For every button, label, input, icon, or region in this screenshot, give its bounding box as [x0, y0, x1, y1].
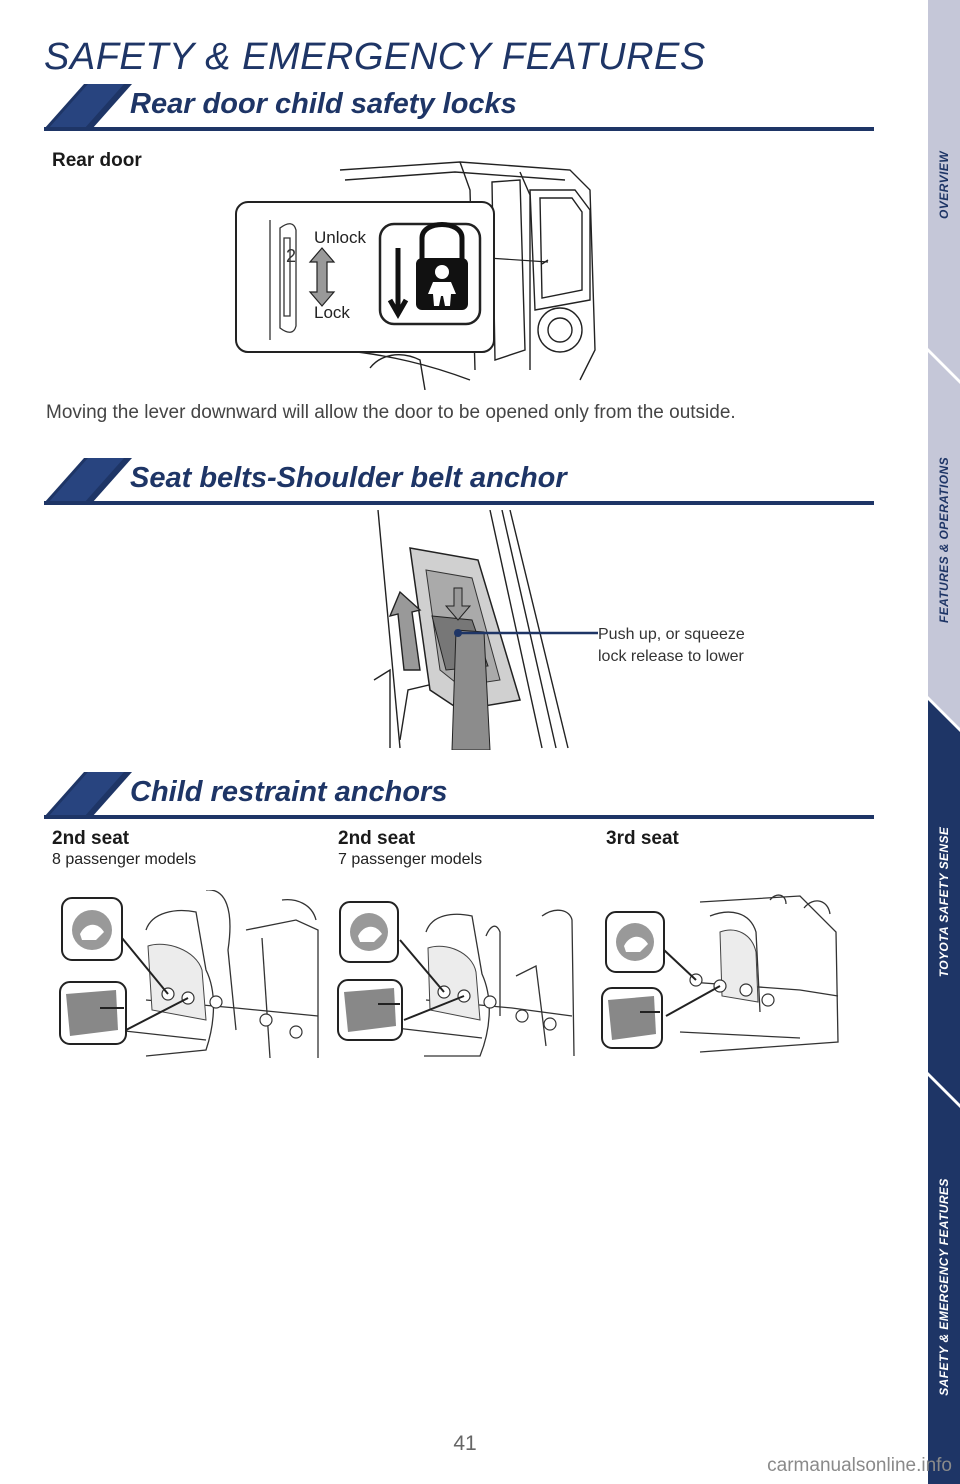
panel-1-subtitle: 8 passenger models: [52, 851, 197, 868]
section-banner-seat-belts: [44, 456, 874, 506]
side-tab-label: TOYOTA SAFETY SENSE: [937, 826, 951, 978]
svg-text:2: 2: [286, 246, 297, 266]
side-tab-features-operations[interactable]: [928, 360, 960, 720]
child-anchor-illustration-3rd-seat: [600, 892, 842, 1058]
side-tab-label: OVERVIEW: [937, 151, 951, 219]
side-tab-label: SAFETY & EMERGENCY FEATURES: [937, 1178, 951, 1396]
section-title: Rear door child safety locks: [130, 88, 517, 120]
side-tab-safety-emergency[interactable]: [928, 1090, 960, 1484]
panel-3-title: 3rd seat: [606, 828, 679, 849]
page-title: SAFETY & EMERGENCY FEATURES: [44, 36, 706, 78]
callout-leader-line: [452, 626, 602, 640]
rear-door-illustration: [230, 150, 650, 390]
side-tab-overview[interactable]: [928, 0, 960, 370]
panel-1-title: 2nd seat: [52, 828, 130, 849]
panel-2-title: 2nd seat: [338, 828, 416, 849]
callout-line-1: Push up, or squeeze: [598, 626, 745, 643]
page-number: 41: [453, 1432, 477, 1455]
watermark: carmanualsonline.info: [767, 1455, 952, 1476]
side-tab-toyota-safety-sense[interactable]: [928, 712, 960, 1092]
panel-2-subtitle: 7 passenger models: [338, 851, 483, 868]
section-banner-child-restraint: [44, 770, 874, 820]
rear-door-description: Moving the lever downward will allow the door to be opened only from the outside.: [46, 402, 736, 423]
unlock-label: Unlock: [314, 228, 366, 247]
lock-label: Lock: [314, 303, 350, 322]
section-title: Child restraint anchors: [130, 776, 448, 808]
section-title: Seat belts-Shoulder belt anchor: [130, 462, 567, 494]
figure-label-rear-door: Rear door: [52, 150, 142, 171]
callout-line-2: lock release to lower: [598, 648, 744, 665]
side-tab-bar: [928, 0, 960, 1484]
child-anchor-illustration-2nd-seat-7p: [336, 896, 576, 1060]
side-tab-label: FEATURES & OPERATIONS: [937, 457, 951, 623]
section-banner-rear-door: [44, 82, 874, 132]
child-anchor-illustration-2nd-seat-8p: [56, 890, 320, 1060]
